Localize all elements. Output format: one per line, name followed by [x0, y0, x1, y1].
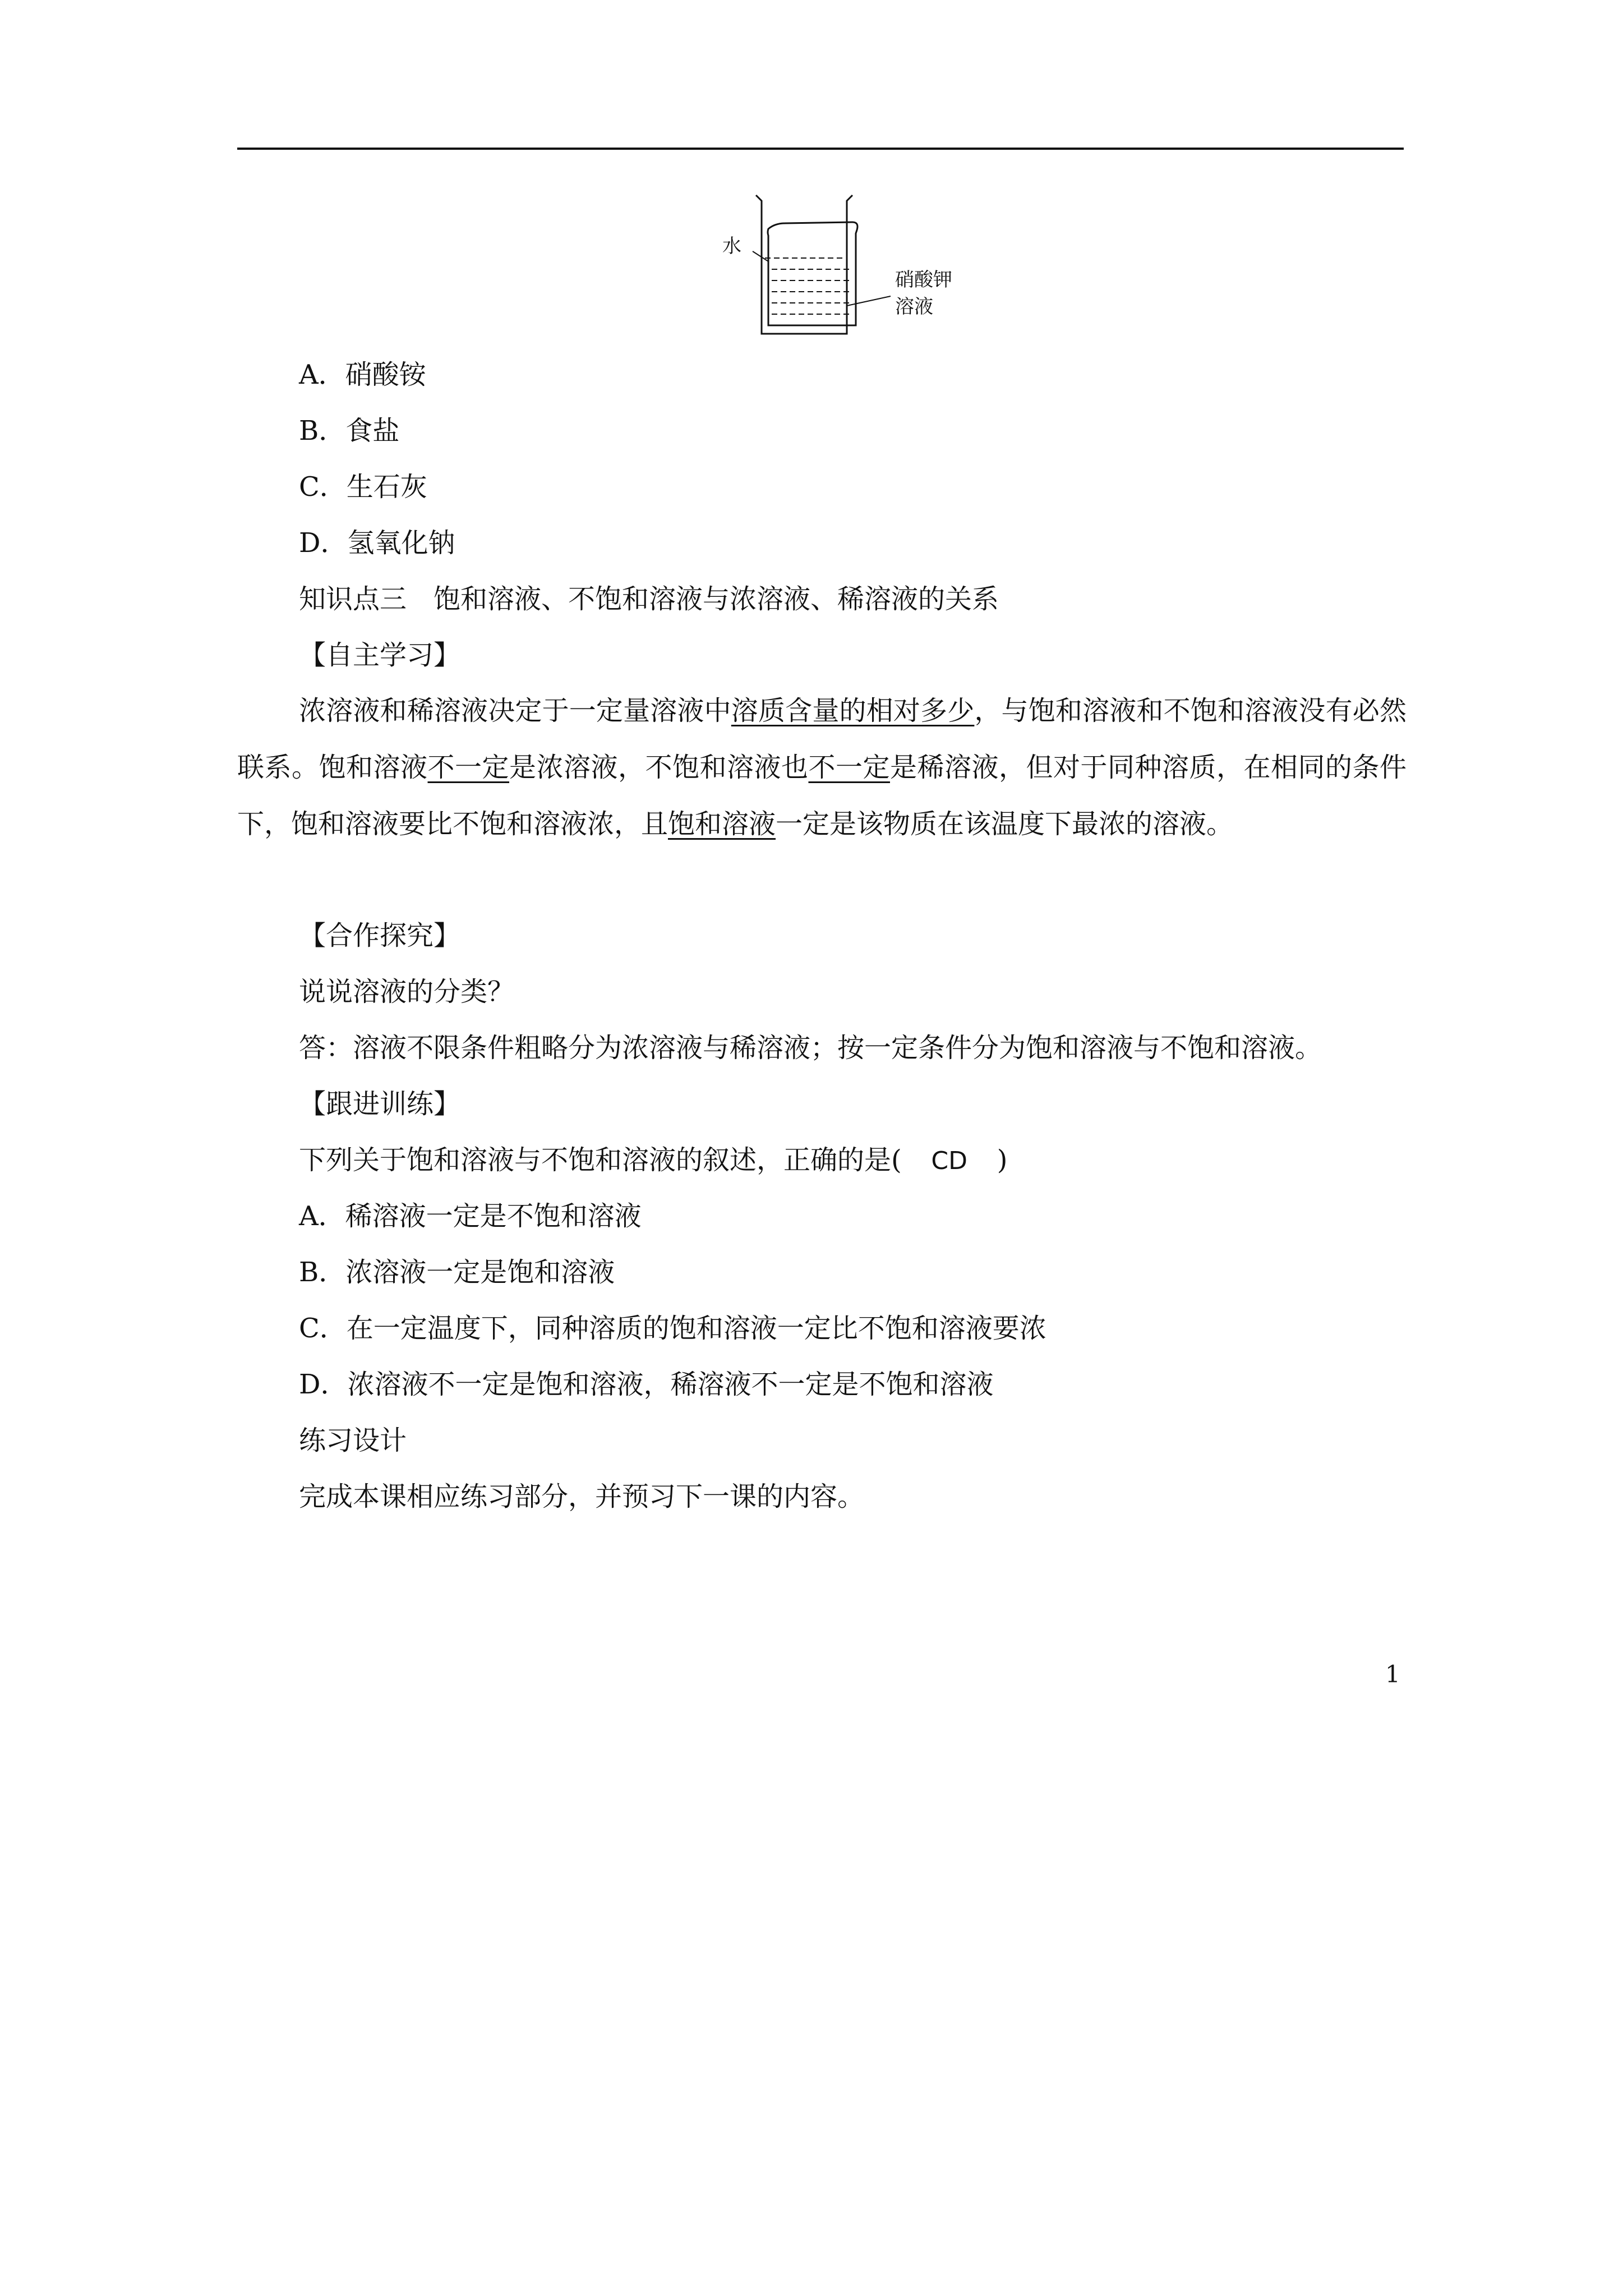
solution-label-line1: 硝酸钾: [895, 269, 952, 291]
practice-option-b: B．浓溶液一定是饱和溶液: [299, 1257, 615, 1288]
coop-question: 说说溶液的分类？: [299, 976, 515, 1007]
q1-option-c: C．生石灰: [299, 471, 427, 503]
coop-title: 【合作探究】: [299, 920, 461, 951]
exercise-text: 完成本课相应练习部分，并预习下一课的内容。: [299, 1481, 865, 1512]
practice-option-c: C．在一定温度下，同种溶质的饱和溶液一定比不饱和溶液要浓: [299, 1313, 1046, 1344]
question-close: ): [997, 1144, 1008, 1176]
q1-option-d: D．氢氧化钠: [299, 527, 455, 559]
answer-blank: CD: [931, 1147, 968, 1175]
underlined-term-3: 不一定: [808, 752, 890, 783]
q1-option-a: A．硝酸铵: [299, 359, 426, 390]
coop-answer: 答：溶液不限条件粗略分为浓溶液与稀溶液；按一定条件分为饱和溶液与不饱和溶液。: [299, 1032, 1322, 1064]
practice-option-a: A．稀溶液一定是不饱和溶液: [299, 1200, 642, 1232]
underlined-term-2: 不一定: [427, 752, 509, 783]
exercise-title: 练习设计: [299, 1425, 407, 1456]
underlined-term-4: 饱和溶液: [668, 808, 776, 840]
self-study-title: 【自主学习】: [299, 639, 461, 671]
para-text-5: 一定是该物质在该温度下最浓的溶液。: [776, 808, 1234, 840]
para-text-2: ，与饱和溶液和不饱和溶液没有必然联系。饱和溶液: [237, 695, 1407, 783]
question-text: 下列关于饱和溶液与不饱和溶液的叙述，正确的是(: [299, 1144, 902, 1176]
beaker-diagram: [712, 185, 1004, 348]
self-study-paragraph: [237, 683, 1407, 853]
para-text-3: 是浓溶液，不饱和溶液也: [509, 752, 809, 783]
page-number: 1: [1385, 1660, 1400, 1688]
para-text-4: 是稀溶液，但对于同种溶质，在相同的条件下，饱和溶液要比不饱和溶液浓，且: [237, 752, 1407, 840]
section3-heading: 知识点三 饱和溶液、不饱和溶液与浓溶液、稀溶液的关系: [299, 583, 999, 615]
practice-option-d: D．浓溶液不一定是饱和溶液，稀溶液不一定是不饱和溶液: [299, 1369, 994, 1400]
para-text-1: 浓溶液和稀溶液决定于一定量溶液中: [299, 695, 731, 726]
water-label: 水: [722, 235, 741, 257]
header-rule: [237, 148, 1404, 150]
underlined-term-1: 溶质含量的相对多少: [731, 695, 975, 726]
practice-title: 【跟进训练】: [299, 1088, 461, 1120]
beaker-figure: [712, 185, 1004, 348]
q1-option-b: B．食盐: [299, 415, 400, 447]
solution-label-line2: 溶液: [895, 296, 933, 318]
practice-question: [299, 1143, 1007, 1178]
